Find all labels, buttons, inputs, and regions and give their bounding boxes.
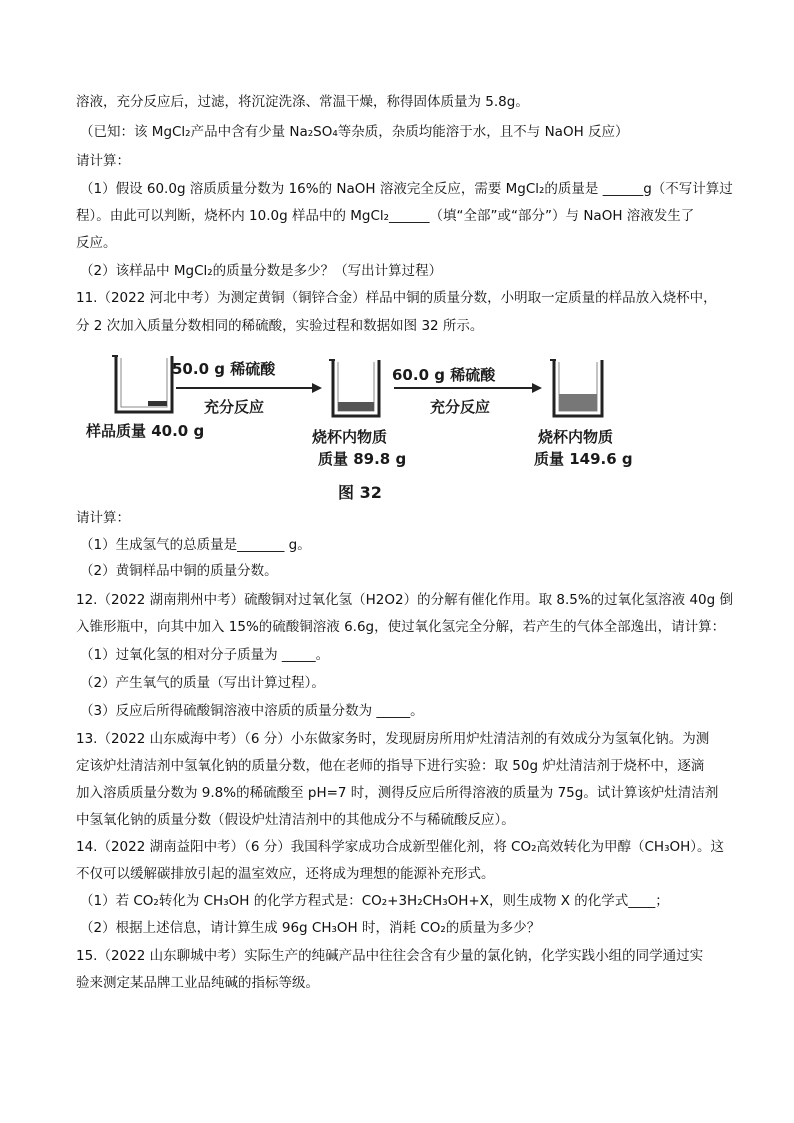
text-line: 程）。由此可以判断，烧杯内 10.0g 样品中的 MgCl₂______（填“全部”或“部分”）与 NaOH 溶液发生了: [76, 208, 695, 224]
text-line: （1）生成氢气的总质量是_______ g。: [80, 537, 311, 553]
question-12: 12.（2022 湖南荆州中考）硫酸铜对过氧化氢（H2O2）的分解有催化作用。取 8.5%的过氧化氢溶液 40g 倒: [76, 592, 733, 608]
text-line: 请计算：: [76, 153, 130, 169]
question-14: 14.（2022 湖南益阳中考）（6 分）我国科学家成功合成新型催化剂，将 CO₂高效转化为甲醇（CH₃OH）。这: [76, 839, 725, 855]
text-line: 中氢氧化钠的质量分数（假设炉灶清洁剂中的其他成分不与稀硫酸反应）。: [76, 812, 515, 828]
text-line: （2）根据上述信息，请计算生成 96g CH₃OH 时，消耗 CO₂的质量为多少？: [80, 920, 541, 936]
question-13: 13.（2022 山东威海中考）（6 分）小东做家务时，发现厨房所用炉灶清洁剂的有效成分为氢氧化钠。为测: [76, 731, 710, 747]
arrow-1-top-label: 50.0 g 稀硫酸: [172, 360, 276, 378]
text-line: 定该炉灶清洁剂中氢氧化钠的质量分数，他在老师的指导下进行实验：取 50g 炉灶清洁剂于烧杯中，逐滴: [76, 758, 705, 774]
text-line: 溶液，充分反应后，过滤，将沉淀洗涤、常温干燥，称得固体质量为 5.8g。: [76, 94, 529, 110]
beaker-2-label-line-2: 质量 89.8 g: [318, 450, 407, 468]
beaker-2-icon: [329, 360, 379, 416]
beaker-1-label: 样品质量 40.0 g: [86, 422, 205, 440]
beaker-3-label-line-1: 烧杯内物质: [538, 428, 614, 446]
text-line: 分 2 次加入质量分数相同的稀硫酸，实验过程和数据如图 32 所示。: [76, 318, 484, 334]
beaker-3-label-line-2: 质量 149.6 g: [534, 450, 633, 468]
question-11: 11.（2022 河北中考）为测定黄铜（铜锌合金）样品中铜的质量分数，小明取一定质量的样品放入烧杯中，: [76, 290, 717, 306]
arrow-2-bottom-label: 充分反应: [430, 398, 491, 416]
text-line: 请计算：: [76, 510, 130, 526]
beaker-1-icon: [112, 356, 172, 412]
text-line: （1）假设 60.0g 溶质质量分数为 16%的 NaOH 溶液完全反应，需要 MgCl₂的质量是 ______g（不写计算过: [80, 181, 733, 197]
text-line: （3）反应后所得硫酸铜溶液中溶质的质量分数为 _____。: [80, 703, 424, 719]
figure-caption: 图 32: [338, 483, 382, 502]
arrow-1-bottom-label: 充分反应: [204, 398, 265, 416]
text-line: （1）过氧化氢的相对分子质量为 _____。: [80, 647, 330, 663]
text-line: （2）黄铜样品中铜的质量分数。: [80, 563, 278, 579]
text-line: 加入溶质质量分数为 9.8%的稀硫酸至 pH=7 时，测得反应后所得溶液的质量为 75g。试计算该炉灶清洁剂: [76, 785, 719, 801]
text-line: （已知：该 MgCl₂产品中含有少量 Na₂SO₄等杂质，杂质均能溶于水，且不与 NaOH 反应）: [80, 124, 629, 140]
beaker-2-label-line-1: 烧杯内物质: [312, 428, 388, 446]
beaker-3-icon: [550, 360, 602, 416]
arrow-2-top-label: 60.0 g 稀硫酸: [392, 366, 496, 384]
arrow-1-icon: [176, 383, 322, 393]
question-15: 15.（2022 山东聊城中考）实际生产的纯碱产品中往往会含有少量的氯化钠，化学实践小组的同学通过实: [76, 948, 704, 964]
text-line: 反应。: [76, 235, 117, 251]
text-line: 验来测定某品牌工业品纯碱的指标等级。: [76, 975, 319, 991]
text-line: （2）产生氧气的质量（写出计算过程）。: [80, 675, 325, 691]
text-line: （2）该样品中 MgCl₂的质量分数是多少？（写出计算过程）: [80, 263, 443, 279]
text-line: （1）若 CO₂转化为 CH₃OH 的化学方程式是：CO₂+3H₂CH₃OH+X，则生成物 X 的化学式____；: [80, 893, 669, 909]
text-line: 入锥形瓶中，向其中加入 15%的硫酸铜溶液 6.6g，使过氧化氢完全分解，若产生的气体全部逸出，请计算：: [76, 619, 726, 635]
text-line: 不仅可以缓解碳排放引起的温室效应，还将成为理想的能源补充形式。: [76, 866, 495, 882]
experiment-figure: [76, 344, 646, 504]
